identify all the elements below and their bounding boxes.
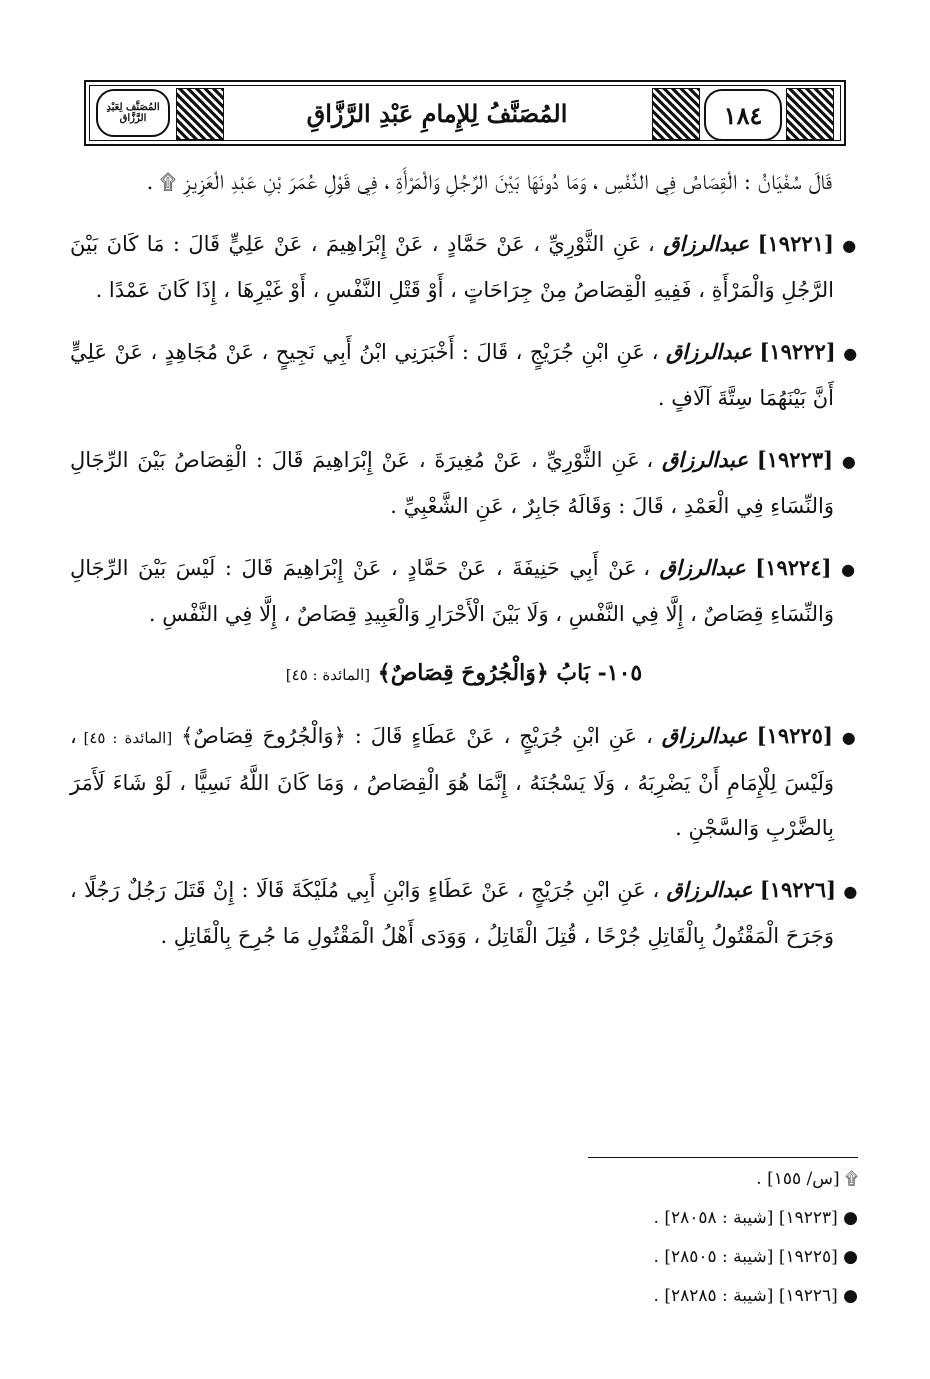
bullet-icon: ● [841,560,858,579]
hadith-entry [70,221,858,313]
entry-text: ، عَنِ ابْنِ جُرَيْجٍ ، قَالَ : أَخْبَرَنِي ابْنُ أَبِي نَجِيحٍ ، عَنْ مُجَاهِدٍ ، عَنْ عَلِيٍّ أَنَّ بَيْنَهُمَا سِتَّةَ آلَافٍ . [70,340,834,410]
footnote: ● [١٩٢٢٦] [شيبة : ٢٨٢٨٥] . [653,1286,858,1306]
chapter-number: ١٠٥- [597,660,643,686]
hadith-entry [70,437,858,529]
bullet-icon: ● [843,344,858,363]
entry-author: عبدالرزاق [666,877,753,902]
quran-ref: [المائدة : ٤٥] [83,729,173,747]
entry-id: [١٩٢٢٣] [756,447,834,472]
hadith-entry [70,713,858,851]
hadith-entry [70,329,858,421]
entry-text: ، عَنِ الثَّوْرِيِّ ، عَنْ مُغِيرَةَ ، عَنْ إِبْرَاهِيمَ قَالَ : الْقِصَاصُ بَيْنَ الرِّجَالِ وَالنِّسَاءِ فِي الْعَمْدِ ، قَالَ : وَقَالَهُ جَابِرٌ ، عَنِ الشَّعْبِيِّ . [70,448,834,518]
bullet-icon: ● [842,236,858,255]
entry-id: [١٩٢٢٥] [756,723,833,748]
entry-id: [١٩٢٢٤] [755,555,832,580]
book-title: المُصَنَّفُ لِلإِمامِ عَبْدِ الرَّزَّاقِ [228,88,646,138]
bullet-icon: ● [841,728,858,747]
entry-author: عبدالرزاق [665,339,752,364]
ornament-icon [176,88,224,140]
chapter-title: بَابُ ﴿وَالْجُرُوحَ قِصَاصٌ﴾ [377,660,590,686]
bullet-icon: ● [843,882,858,901]
bullet-icon: ● [841,452,858,471]
footnotes [70,1168,858,1324]
chapter-heading [70,653,858,695]
footnote: ۩ [س/ ١٥٥] . [756,1169,858,1189]
ornament-icon [652,88,700,140]
hadith-entry [70,867,858,959]
entry-id: [١٩٢٢٢] [759,339,836,364]
entry-id: [١٩٢٢١] [757,231,834,256]
entry-author: عبدالرزاق [661,723,748,748]
page-number: ١٨٤ [704,89,782,141]
entry-id: [١٩٢٢٦] [759,877,837,902]
chapter-quran-ref: [المائدة : ٤٥] [285,666,371,684]
entry-author: عبدالرزاق [663,231,750,256]
hadith-entry [70,545,858,637]
entry-text: ، عَنْ أَبِي حَنِيفَةَ ، عَنْ حَمَّادٍ ، عَنْ إِبْرَاهِيمَ قَالَ : لَيْسَ بَيْنَ الرِّجَالِ وَالنِّسَاءِ قِصَاصٌ ، إِلَّا فِي النَّفْسِ ، وَلَا بَيْنَ الْأَحْرَارِ وَالْعَبِيدِ قِصَاصٌ ، إِلَّا فِي النَّفْسِ . [70,556,834,626]
entry-text-cont: ، وَلَيْسَ لِلْإِمَامِ أَنْ يَضْرِبَهُ ، وَلَا يَسْجُنَهُ ، إِنَّمَا هُوَ الْقِصَاصُ ، وَمَا كَانَ اللَّهُ نَسِيًّا ، لَوْ شَاءَ لَأَمَرَ بِالضَّرْبِ وَالسَّجْنِ . [70,724,834,840]
entry-author: عبدالرزاق [659,555,746,580]
intro-paragraph: قَالَ سُفْيَانُ : الْقِصَاصُ فِي النَّفْسِ ، وَمَا دُونَهَا بَيْنَ الرَّجُلِ وَالْمَرْأَةِ ، فِي قَوْلِ عُمَرَ بْنِ عَبْدِ الْعَزِيزِ ۩ . [146,170,832,194]
footnote: ● [١٩٢٢٣] [شيبة : ٢٨٠٥٨] . [653,1208,858,1228]
entry-text: ، عَنِ الثَّوْرِيِّ ، عَنْ حَمَّادٍ ، عَنْ إِبْرَاهِيمَ ، عَنْ عَلِيٍّ قَالَ : مَا كَانَ بَيْنَ الرَّجُلِ وَالْمَرْأَةِ ، فَفِيهِ الْقِصَاصُ مِنْ جِرَاحَاتٍ ، أَوْ قَتْلِ النَّفْسِ ، أَوْ غَيْرِهَا ، إِذَا كَانَ عَمْدًا . [70,232,834,302]
footnote: ● [١٩٢٢٥] [شيبة : ٢٨٥٠٥] . [653,1247,858,1267]
ornament-icon [786,88,834,140]
entry-text: ، عَنِ ابْنِ جُرَيْجٍ ، عَنْ عَطَاءٍ وَابْنِ أَبِي مُلَيْكَةَ قَالَا : إِنْ قَتَلَ رَجُلٌ رَجُلًا ، وَجَرَحَ الْمَقْتُولُ بِالْقَاتِلِ جُرْحًا ، قُتِلَ الْقَاتِلُ ، وَوَدَى أَهْلُ الْمَقْتُولِ مَا جُرِحَ بِالْقَاتِلِ . [70,878,834,948]
main-text [70,160,858,975]
entry-text: ، عَنِ ابْنِ جُرَيْجٍ ، عَنْ عَطَاءٍ قَالَ : ﴿وَالْجُرُوحَ قِصَاصٌ﴾ [181,724,653,748]
entry-author: عبدالرزاق [662,447,748,472]
page-header [84,80,846,146]
book-logo: المُصَنَّف لِعَبْدِ الرَّزَّاق [96,89,170,137]
footnote-divider [588,1157,858,1158]
